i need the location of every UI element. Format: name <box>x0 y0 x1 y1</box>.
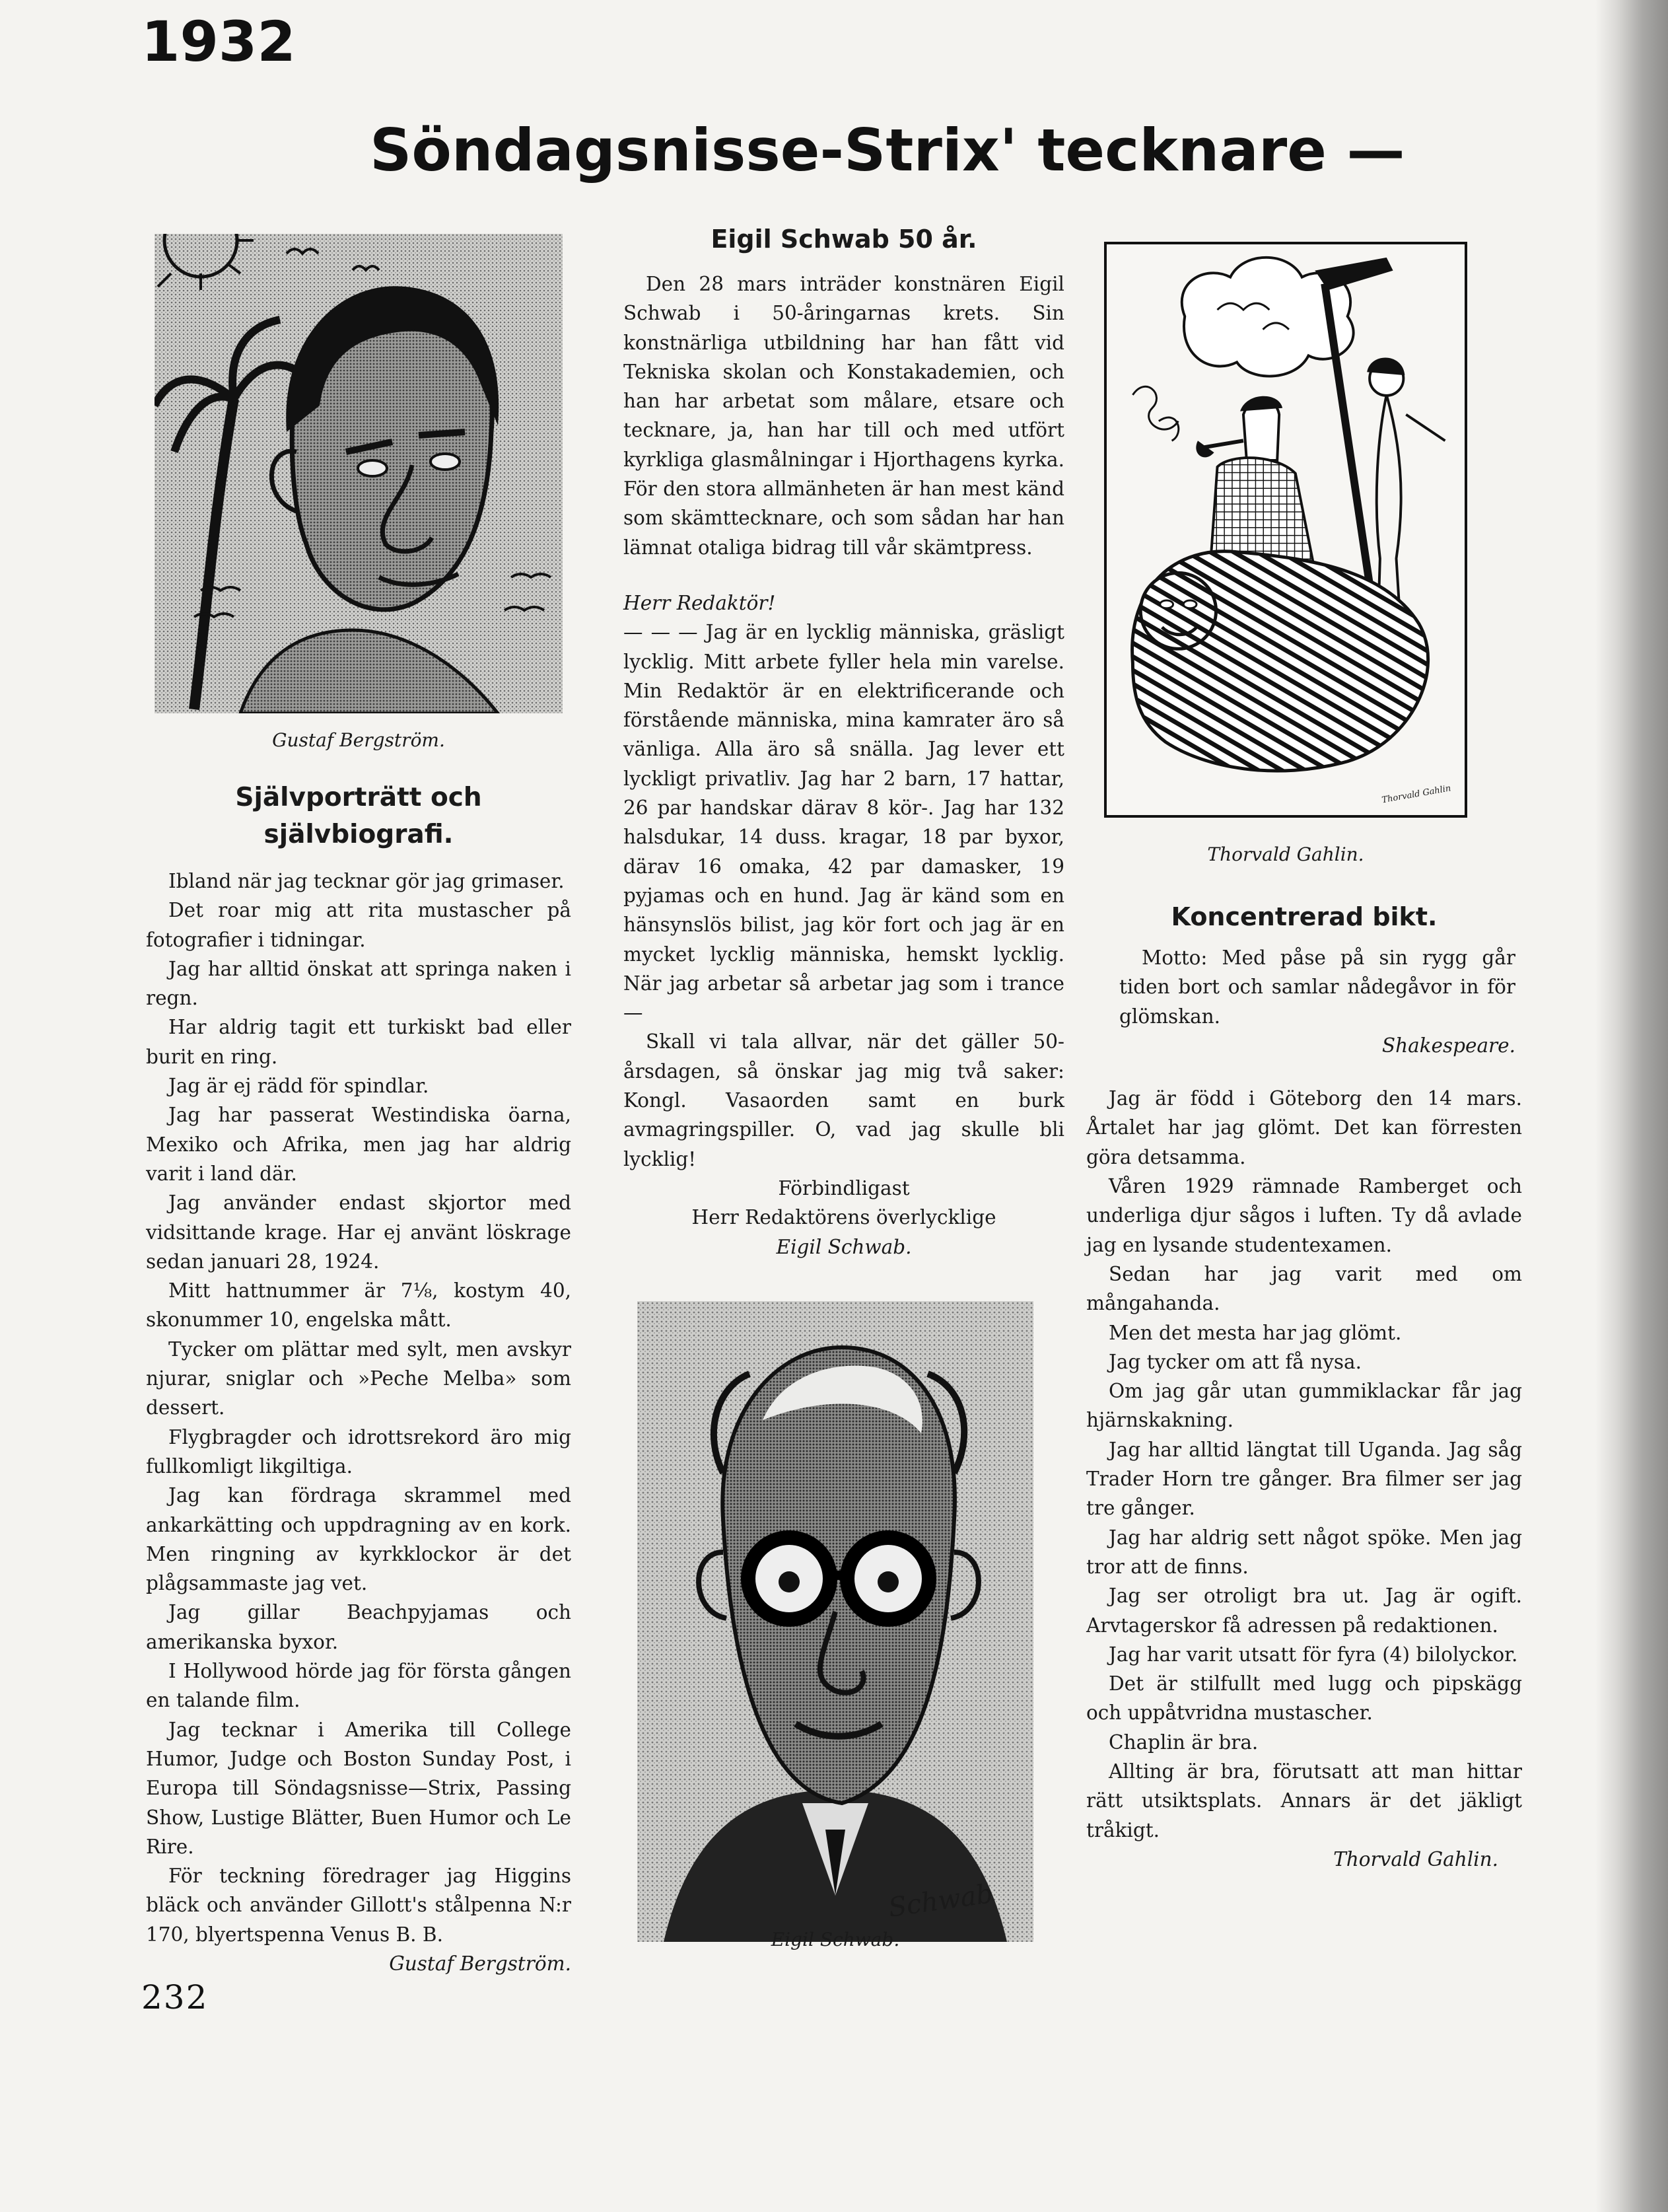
right-column-text <box>1086 898 1522 1874</box>
gahlin-paragraph: Men det mesta har jag glömt. <box>1109 1321 1402 1344</box>
gahlin-motto-author: Shakespeare. <box>1381 1034 1515 1057</box>
schwab-portrait-caption: Eigil Schwab. <box>771 1929 900 1950</box>
gahlin-paragraph: Våren 1929 rämnade Ramberget och underliga djur sågos i luften. Ty då avlade jag en lysande studentexamen. <box>1086 1175 1522 1256</box>
middle-column-text <box>623 221 1064 1262</box>
bergstrom-article-heading: Självporträtt och självbiografi. <box>235 783 482 849</box>
page-year: 1932 <box>141 9 296 74</box>
bergstrom-paragraph: Mitt hattnummer är 7⅛, kostym 40, skonummer 10, engelska mått. <box>146 1279 571 1332</box>
bergstrom-portrait-illustration <box>155 234 563 713</box>
bergstrom-paragraph: Jag gillar Beachpyjamas och amerikanska byxor. <box>146 1601 571 1653</box>
bergstrom-paragraph: Jag tecknar i Amerika till College Humor, Judge och Boston Sunday Post, i Europa till Söndagsnisse—Strix, Passing Show, Lustige Blätter, Buen Humor och Le Rire. <box>146 1718 571 1858</box>
gahlin-paragraph: Jag har varit utsatt för fyra (4) bilolyckor. <box>1109 1643 1518 1666</box>
gahlin-motto: Motto: Med påse på sin rygg går tiden bort och samlar nådegåvor in för glömskan. <box>1119 946 1515 1028</box>
gahlin-paragraph: Allting är bra, förutsatt att man hittar rätt utsiktsplats. Annars är det jäkligt tråkigt. <box>1086 1760 1522 1841</box>
bergstrom-paragraph: Ibland när jag tecknar gör jag grimaser. <box>168 870 565 892</box>
gahlin-paragraph: Jag har alltid längtat till Uganda. Jag såg Trader Horn tre gånger. Bra filmer ser jag tre gånger. <box>1086 1438 1522 1520</box>
schwab-article-heading: Eigil Schwab 50 år. <box>711 225 977 254</box>
bergstrom-paragraph: Jag är ej rädd för spindlar. <box>168 1075 429 1098</box>
bergstrom-portrait-caption: Gustaf Bergström. <box>272 729 445 751</box>
page-title: Söndagsnisse-Strix' tecknare — <box>370 116 1405 184</box>
bergstrom-paragraph: Jag använder endast skjortor med vidsittande krage. Har ej använt löskrage sedan januari 28, 1924. <box>146 1192 571 1273</box>
bergstrom-paragraph: Jag har passerat Westindiska öarna, Mexiko och Afrika, men jag har aldrig varit i land där. <box>146 1104 571 1185</box>
bergstrom-paragraph: Jag har alltid önskat att springa naken i regn. <box>146 957 571 1010</box>
bergstrom-paragraph: Flygbragder och idrottsrekord äro mig fullkomligt likgiltiga. <box>146 1425 571 1478</box>
schwab-portrait-signature: Schwab <box>886 1878 995 1923</box>
gahlin-paragraph: Jag har aldrig sett något spöke. Men jag tror att de finns. <box>1086 1526 1522 1578</box>
gahlin-article-heading: Koncentrerad bikt. <box>1171 902 1438 931</box>
left-column-text <box>146 779 571 1978</box>
bergstrom-paragraph: Det roar mig att rita mustascher på fotografier i tidningar. <box>146 899 571 951</box>
gahlin-signature: Thorvald Gahlin. <box>1333 1847 1498 1871</box>
gahlin-paragraph: Om jag går utan gummiklackar får jag hjärnskakning. <box>1086 1380 1522 1432</box>
gahlin-illustration-signature: Thorvald Gahlin <box>1381 783 1452 806</box>
letter-paragraph: Skall vi tala allvar, när det gäller 50-årsdagen, så önskar jag mig två saker: Kongl. Vasaorden samt en burk avmagringspiller. O, vad jag skulle bli lycklig! <box>623 1030 1064 1170</box>
gahlin-illustration-caption: Thorvald Gahlin. <box>1207 843 1364 865</box>
gahlin-paragraph: Jag ser otroligt bra ut. Jag är ogift. Arvtagerskor få adressen på redaktionen. <box>1086 1585 1522 1637</box>
letter-signature: Eigil Schwab. <box>776 1235 912 1258</box>
gahlin-paragraph: Jag tycker om att få nysa. <box>1109 1350 1362 1373</box>
letter-closing: Förbindligast <box>778 1176 910 1199</box>
bergstrom-paragraph: Jag kan fördraga skrammel med ankarkätting och uppdragning av en kork. Men ringning av kyrkklockor är det plågsammaste jag vet. <box>146 1484 571 1595</box>
gahlin-paragraph: Jag är född i Göteborg den 14 mars. Årtalet har jag glömt. Det kan förresten göra detsamma. <box>1086 1087 1522 1168</box>
gahlin-paragraph: Sedan har jag varit med om mångahanda. <box>1086 1262 1522 1315</box>
gahlin-illustration <box>1104 242 1467 818</box>
bergstrom-signature: Gustaf Bergström. <box>389 1952 571 1975</box>
letter-closing: Herr Redaktörens överlycklige <box>691 1206 996 1229</box>
bergstrom-paragraph: I Hollywood hörde jag för första gången en talande film. <box>146 1660 571 1712</box>
gahlin-paragraph: Chaplin är bra. <box>1109 1730 1259 1754</box>
letter-paragraph: — — — Jag är en lycklig människa, gräsligt lycklig. Mitt arbete fyller hela min varelse. Min Redaktör är en elektrificerande och förstående människa, mina kamrater äro så vänliga. Alla äro så snälla. Jag lever ett lyckligt privatliv. Jag har 2 barn, 17 hattar, 26 par handskar därav 8 kör-. Jag har 132 halsdukar, 14 duss. kragar, 18 par byxor, därav 16 omaka, 42 par damasker, 19 pyjamas och en hund. Jag är känd som en hänsynslös bilist, jag kör fort och jag är en mycket lycklig människa, hemskt lycklig. När jag arbetar så arbetar jag som i trance — <box>623 621 1064 1024</box>
letter-salutation: Herr Redaktör! <box>623 591 776 614</box>
schwab-intro: Den 28 mars inträder konstnären Eigil Schwab i 50-åringarnas krets. Sin konstnärliga utbildning har han fått vid Tekniska skolan och Konstakademien, och han har arbetat som målare, etsare och tecknare, ja, han har till och med utfört kyrkliga glasmålningar i Hjorthagens kyrka. För den stora allmänheten är han mest känd som skämttecknare, och som sådan har han lämnat otaliga bidrag till vår skämtpress. <box>623 273 1064 559</box>
schwab-portrait-illustration <box>637 1301 1033 1942</box>
page-gutter-shadow <box>1595 0 1668 2212</box>
bergstrom-paragraph: Tycker om plättar med sylt, men avskyr njurar, sniglar och »Peche Melba» som dessert. <box>146 1338 571 1419</box>
page-number: 232 <box>141 1978 209 2016</box>
bergstrom-paragraph: För teckning föredrager jag Higgins bläck och använder Gillott's stålpenna N:r 170, blyertspenna Venus B. B. <box>146 1865 571 1946</box>
bergstrom-paragraph: Har aldrig tagit ett turkiskt bad eller burit en ring. <box>146 1016 571 1068</box>
gahlin-paragraph: Det är stilfullt med lugg och pipskägg och uppåtvridna mustascher. <box>1086 1672 1522 1725</box>
